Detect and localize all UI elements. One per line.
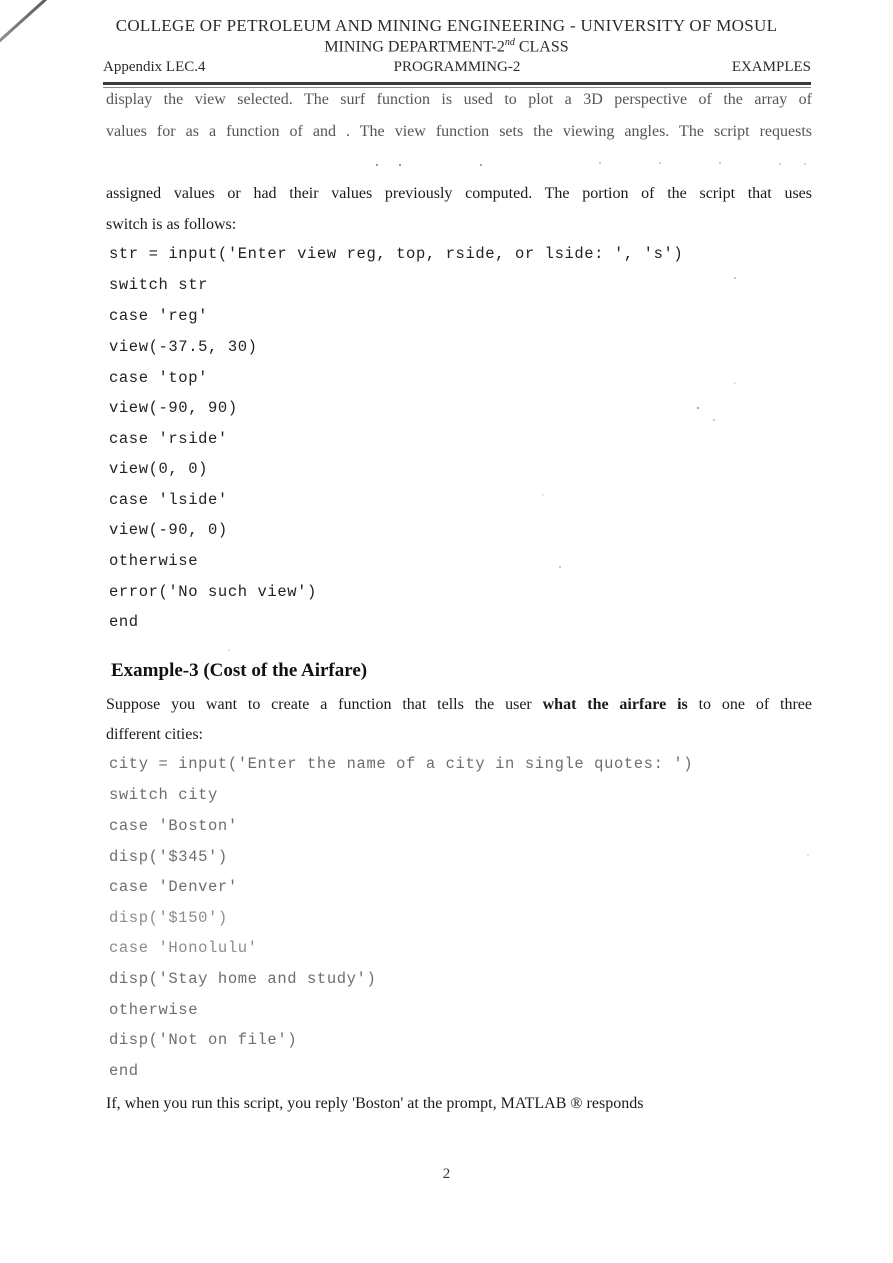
code2-line: case 'Honolulu' <box>109 939 258 957</box>
header-row <box>103 59 811 81</box>
code1-line: view(-37.5, 30) <box>109 338 258 356</box>
closing-line: If, when you run this script, you reply 'Boston' at the prompt, MATLAB ® responds <box>106 1095 644 1112</box>
code1-line: view(-90, 0) <box>109 521 228 539</box>
code2-line: disp('$345') <box>109 848 228 866</box>
intro-line-3: assigned values or had their values previously computed. The portion of the script that uses <box>106 185 812 202</box>
code1-line: switch str <box>109 276 209 294</box>
example-line-2: different cities: <box>106 726 203 743</box>
header-course: PROGRAMMING-2 <box>393 59 521 75</box>
header-section: EXAMPLES <box>731 59 811 75</box>
intro-line-4: switch is as follows: <box>106 216 237 233</box>
code1-line: end <box>109 613 139 631</box>
header-rule-thin <box>103 87 811 88</box>
code2-line: city = input('Enter the name of a city in single quotes: ') <box>109 755 694 773</box>
code2-line: disp('Stay home and study') <box>109 970 377 988</box>
example-line-1: Suppose you want to create a function that tells the user what the airfare is to one of three <box>106 696 812 713</box>
header-department: MINING DEPARTMENT-2nd CLASS <box>324 37 569 56</box>
code2-line: switch city <box>109 786 218 804</box>
code2-line: case 'Boston' <box>109 817 238 835</box>
code1-line: otherwise <box>109 552 199 570</box>
code2-line: disp('$150') <box>109 909 228 927</box>
intro-line-2: values for as a function of and . The view function sets the viewing angles. The script requests <box>106 123 812 140</box>
code2-line: end <box>109 1062 139 1080</box>
header-appendix: Appendix LEC.4 <box>103 59 206 75</box>
code1-line: str = input('Enter view reg, top, rside, or lside: ', 's') <box>109 245 684 263</box>
code2-line: case 'Denver' <box>109 878 238 896</box>
code1-line: case 'rside' <box>109 430 228 448</box>
code1-line: case 'lside' <box>109 491 228 509</box>
code1-line: view(0, 0) <box>109 460 209 478</box>
code2-line: disp('Not on file') <box>109 1031 298 1049</box>
header-college: COLLEGE OF PETROLEUM AND MINING ENGINEERING - UNIVERSITY OF MOSUL <box>115 16 778 35</box>
page-number: 2 <box>442 1166 451 1182</box>
example-heading: Example-3 (Cost of the Airfare) <box>111 660 368 681</box>
intro-line-1: display the view selected. The surf function is used to plot a 3D perspective of the array of <box>106 91 812 108</box>
code2-line: otherwise <box>109 1001 199 1019</box>
code1-line: case 'top' <box>109 369 209 387</box>
code1-line: error('No such view') <box>109 583 317 601</box>
code1-line: view(-90, 90) <box>109 399 238 417</box>
header-rule <box>103 82 811 85</box>
code1-line: case 'reg' <box>109 307 209 325</box>
